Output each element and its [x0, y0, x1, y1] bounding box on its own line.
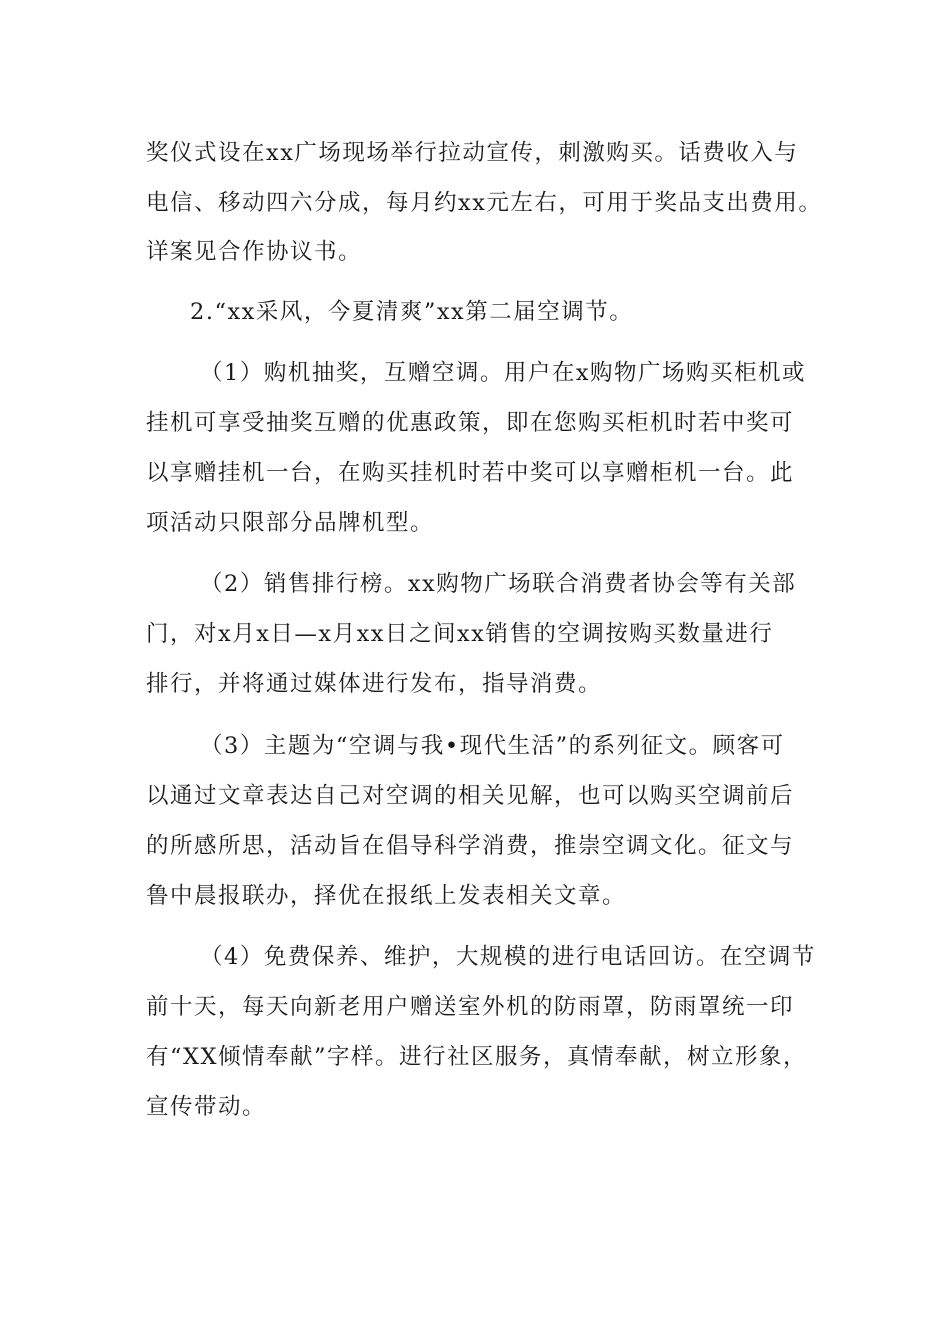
text-line: 奖仪式设在xx广场现场举行拉动宣传，刺激购买。话费收入与 [146, 140, 799, 166]
text-line: （2）销售排行榜。xx购物广场联合消费者协会等有关部 [200, 571, 797, 597]
text-line: （1）购机抽奖，互赠空调。用户在x购物广场购买柜机或 [200, 360, 807, 386]
text-line: 详案见合作协议书。 [146, 239, 363, 265]
text-line: 鲁中晨报联办，择优在报纸上发表相关文章。 [146, 883, 627, 909]
text-line: 排行，并将通过媒体进行发布，指导消费。 [146, 671, 603, 697]
text-line: 前十天，每天向新老用户赠送室外机的防雨罩，防雨罩统一印 [146, 994, 795, 1020]
text-line: 电信、移动四六分成，每月约xx元左右，可用于奖品支出费用。 [146, 190, 823, 216]
text-line: （4）免费保养、维护，大规模的进行电话回访。在空调节 [200, 944, 816, 970]
text-line: 挂机可享受抽奖互赠的优惠政策，即在您购买柜机时若中奖可 [146, 410, 795, 436]
text-line: 宣传带动。 [146, 1094, 267, 1120]
text-line: 项活动只限部分品牌机型。 [146, 510, 435, 536]
text-line: 以通过文章表达自己对空调的相关见解，也可以购买空调前后 [146, 783, 795, 809]
text-line: 门，对x月x日—x月xx日之间xx销售的空调按购买数量进行 [146, 621, 774, 647]
text-line: 以享赠挂机一台，在购买挂机时若中奖可以享赠柜机一台。此 [146, 460, 795, 486]
text-line: （3）主题为“空调与我•现代生活”的系列征文。顾客可 [200, 733, 785, 759]
text-line: 的所感所思，活动旨在倡导科学消费，推崇空调文化。征文与 [146, 833, 795, 859]
section-heading: 2.“xx采风，今夏清爽”xx第二届空调节。 [190, 299, 634, 325]
text-line: 有“XX倾情奉献”字样。进行社区服务，真情奉献，树立形象， [146, 1044, 808, 1070]
